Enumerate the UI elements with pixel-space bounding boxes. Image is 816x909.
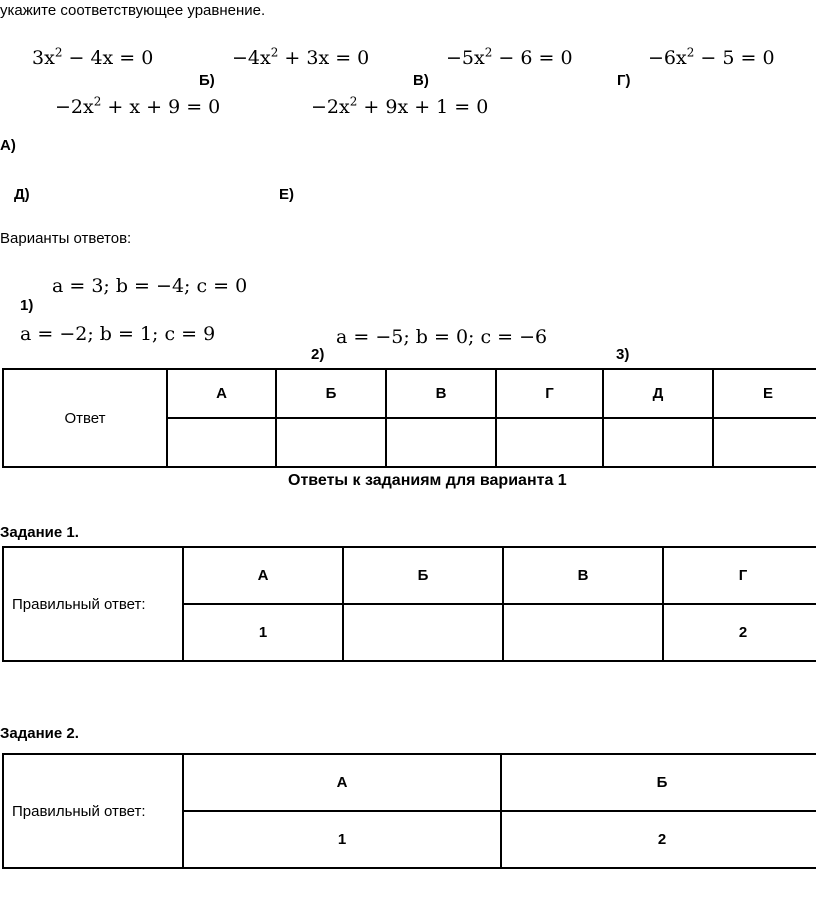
equation-d: $-2x^2 + x + 9 = 0$ [55,94,221,118]
variant-1-label: 1) [20,297,34,314]
task1-value-v [503,604,663,661]
letter-a: А) [0,137,16,154]
task2-row-label: Правильный ответ: [3,754,183,868]
instruction-text: укажите соответствующее уравнение. [0,2,266,19]
variant-2-label: 2) [311,346,325,363]
answer-cell-g[interactable] [496,418,603,467]
task1-header-a: А [183,547,343,604]
letter-g: Г) [617,72,631,89]
variant-3-label: 3) [616,346,630,363]
variant-1-math: a = 3; b = −4; c = 0 [52,275,248,297]
answer-row-label: Ответ [3,369,167,467]
answer-header-a: А [167,369,276,418]
equation-a: $3x^2 - 4x = 0$ [32,45,154,69]
answer-header-v: В [386,369,496,418]
answer-header-g: Г [496,369,603,418]
task1-table [2,546,816,662]
task2-table [2,753,816,869]
letter-d: Д) [14,186,30,203]
task1-title: Задание 1. [0,524,79,541]
task1-row-label: Правильный ответ: [3,547,183,661]
answer-cell-e[interactable] [713,418,816,467]
task2-title: Задание 2. [0,725,79,742]
variant-3-math: a = −5; b = 0; c = −6 [336,326,548,348]
letter-e: Е) [279,186,294,203]
task2-header-a: А [183,754,501,811]
equation-g: $-6x^2 - 5 = 0$ [648,45,775,69]
answer-cell-v[interactable] [386,418,496,467]
variants-title: Варианты ответов: [0,230,132,247]
equation-b: $-4x^2 + 3x = 0$ [232,45,370,69]
task1-value-g: 2 [663,604,816,661]
answer-cell-d[interactable] [603,418,713,467]
task1-value-b [343,604,503,661]
task2-value-b: 2 [501,811,816,868]
answer-cell-b[interactable] [276,418,386,467]
answer-header-b: Б [276,369,386,418]
answer-table [2,368,816,468]
task1-header-v: В [503,547,663,604]
letter-v: В) [413,72,429,89]
task1-header-b: Б [343,547,503,604]
task1-header-g: Г [663,547,816,604]
answer-header-d: Д [603,369,713,418]
task2-header-b: Б [501,754,816,811]
answers-title: Ответы к заданиям для варианта 1 [288,472,567,489]
equation-e: $-2x^2 + 9x + 1 = 0$ [311,94,489,118]
equation-v: $-5x^2 - 6 = 0$ [446,45,573,69]
answer-header-e: Е [713,369,816,418]
letter-b: Б) [199,72,215,89]
task1-value-a: 1 [183,604,343,661]
variant-2-math: a = −2; b = 1; c = 9 [20,323,216,345]
answer-cell-a[interactable] [167,418,276,467]
task2-value-a: 1 [183,811,501,868]
